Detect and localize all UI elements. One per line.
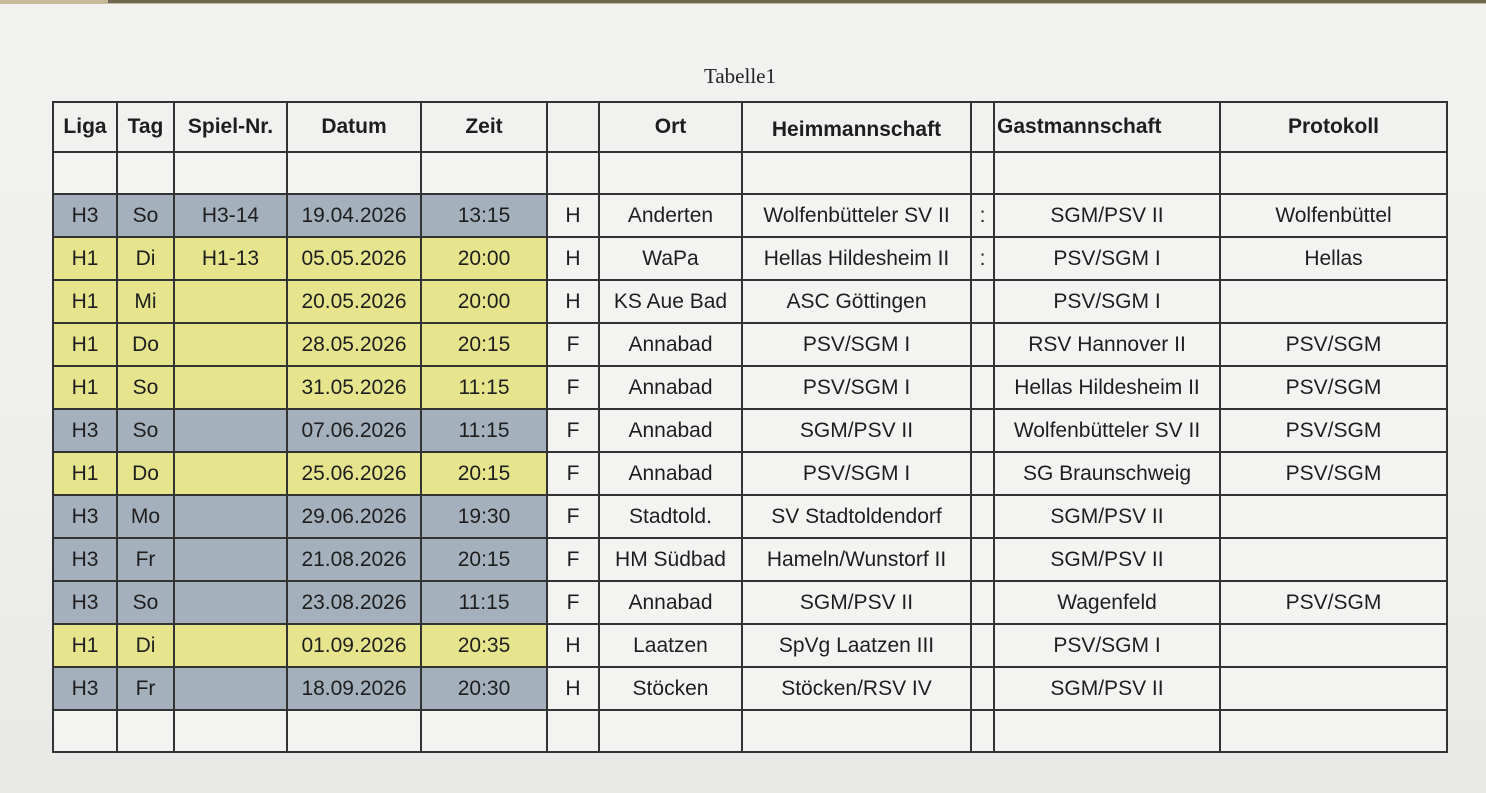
home-away-cell: F xyxy=(547,452,599,495)
heimmannschaft-cell: PSV/SGM I xyxy=(742,323,971,366)
col-header-protokoll: Protokoll xyxy=(1220,102,1447,152)
empty-cell xyxy=(287,710,421,752)
protokoll-cell: PSV/SGM xyxy=(1220,366,1447,409)
home-away-cell: H xyxy=(547,237,599,280)
heimmannschaft-cell: Hameln/Wunstorf II xyxy=(742,538,971,581)
tag-cell: Fr xyxy=(117,667,174,710)
heimmannschaft-cell: SGM/PSV II xyxy=(742,581,971,624)
separator-cell xyxy=(971,452,994,495)
tag-cell: So xyxy=(117,194,174,237)
header-row xyxy=(53,102,1447,152)
zeit-cell: 19:30 xyxy=(421,495,547,538)
table-row xyxy=(53,194,1447,237)
col-header-liga: Liga xyxy=(53,102,117,152)
datum-cell: 28.05.2026 xyxy=(287,323,421,366)
zeit-cell: 20:15 xyxy=(421,323,547,366)
tag-cell: Di xyxy=(117,624,174,667)
home-away-cell: H xyxy=(547,667,599,710)
separator-cell xyxy=(971,667,994,710)
table-row xyxy=(53,366,1447,409)
datum-cell: 05.05.2026 xyxy=(287,237,421,280)
tag-cell: So xyxy=(117,581,174,624)
empty-cell xyxy=(547,710,599,752)
spiel-nr-cell xyxy=(174,366,287,409)
zeit-cell: 20:30 xyxy=(421,667,547,710)
home-away-cell: H xyxy=(547,624,599,667)
spiel-nr-cell xyxy=(174,409,287,452)
schedule-table xyxy=(52,101,1448,753)
datum-cell: 29.06.2026 xyxy=(287,495,421,538)
datum-cell: 07.06.2026 xyxy=(287,409,421,452)
zeit-cell: 20:00 xyxy=(421,280,547,323)
empty-cell xyxy=(994,710,1220,752)
empty-row-bottom xyxy=(53,710,1447,752)
protokoll-cell xyxy=(1220,495,1447,538)
protokoll-cell: Wolfenbüttel xyxy=(1220,194,1447,237)
empty-cell xyxy=(742,710,971,752)
separator-cell xyxy=(971,323,994,366)
col-header-home-away xyxy=(547,102,599,152)
protokoll-cell: PSV/SGM xyxy=(1220,323,1447,366)
empty-cell xyxy=(547,152,599,194)
heimmannschaft-cell: PSV/SGM I xyxy=(742,366,971,409)
empty-cell xyxy=(599,152,742,194)
separator-cell: : xyxy=(971,237,994,280)
heimmannschaft-cell: SGM/PSV II xyxy=(742,409,971,452)
home-away-cell: H xyxy=(547,194,599,237)
empty-cell xyxy=(421,152,547,194)
empty-cell xyxy=(1220,152,1447,194)
table-row xyxy=(53,495,1447,538)
gastmannschaft-cell: SG Braunschweig xyxy=(994,452,1220,495)
datum-cell: 20.05.2026 xyxy=(287,280,421,323)
heimmannschaft-cell: SV Stadtoldendorf xyxy=(742,495,971,538)
zeit-cell: 11:15 xyxy=(421,409,547,452)
home-away-cell: F xyxy=(547,323,599,366)
separator-cell xyxy=(971,280,994,323)
gastmannschaft-cell: PSV/SGM I xyxy=(994,280,1220,323)
gastmannschaft-cell: SGM/PSV II xyxy=(994,495,1220,538)
spiel-nr-cell: H3-14 xyxy=(174,194,287,237)
zeit-cell: 20:15 xyxy=(421,452,547,495)
datum-cell: 21.08.2026 xyxy=(287,538,421,581)
datum-cell: 31.05.2026 xyxy=(287,366,421,409)
protokoll-cell xyxy=(1220,538,1447,581)
liga-cell: H1 xyxy=(53,323,117,366)
ort-cell: Stöcken xyxy=(599,667,742,710)
tag-cell: So xyxy=(117,409,174,452)
gastmannschaft-cell: Hellas Hildesheim II xyxy=(994,366,1220,409)
ort-cell: Laatzen xyxy=(599,624,742,667)
table-row xyxy=(53,624,1447,667)
separator-cell xyxy=(971,409,994,452)
zeit-cell: 20:35 xyxy=(421,624,547,667)
liga-cell: H1 xyxy=(53,366,117,409)
heimmannschaft-cell: PSV/SGM I xyxy=(742,452,971,495)
tag-cell: Do xyxy=(117,452,174,495)
gastmannschaft-cell: RSV Hannover II xyxy=(994,323,1220,366)
empty-cell xyxy=(1220,710,1447,752)
tag-cell: Di xyxy=(117,237,174,280)
table-row xyxy=(53,538,1447,581)
sheet-title: Tabelle1 xyxy=(704,64,776,88)
ort-cell: HM Südbad xyxy=(599,538,742,581)
protokoll-cell: Hellas xyxy=(1220,237,1447,280)
empty-cell xyxy=(971,710,994,752)
spiel-nr-cell xyxy=(174,280,287,323)
liga-cell: H1 xyxy=(53,452,117,495)
spiel-nr-cell: H1-13 xyxy=(174,237,287,280)
spiel-nr-cell xyxy=(174,452,287,495)
protokoll-cell xyxy=(1220,624,1447,667)
table-row xyxy=(53,452,1447,495)
heimmannschaft-cell: Wolfenbütteler SV II xyxy=(742,194,971,237)
spiel-nr-cell xyxy=(174,624,287,667)
zeit-cell: 13:15 xyxy=(421,194,547,237)
separator-cell: : xyxy=(971,194,994,237)
col-header-zeit: Zeit xyxy=(421,102,547,152)
ort-cell: Annabad xyxy=(599,581,742,624)
empty-cell xyxy=(117,710,174,752)
datum-cell: 01.09.2026 xyxy=(287,624,421,667)
zeit-cell: 11:15 xyxy=(421,581,547,624)
ort-cell: KS Aue Bad xyxy=(599,280,742,323)
liga-cell: H1 xyxy=(53,624,117,667)
heimmannschaft-cell: Hellas Hildesheim II xyxy=(742,237,971,280)
spiel-nr-cell xyxy=(174,667,287,710)
empty-cell xyxy=(994,152,1220,194)
empty-cell xyxy=(53,152,117,194)
separator-cell xyxy=(971,495,994,538)
protokoll-cell xyxy=(1220,667,1447,710)
datum-cell: 18.09.2026 xyxy=(287,667,421,710)
ort-cell: Anderten xyxy=(599,194,742,237)
zeit-cell: 20:00 xyxy=(421,237,547,280)
home-away-cell: F xyxy=(547,366,599,409)
tag-cell: Do xyxy=(117,323,174,366)
home-away-cell: F xyxy=(547,409,599,452)
liga-cell: H3 xyxy=(53,581,117,624)
liga-cell: H3 xyxy=(53,409,117,452)
datum-cell: 19.04.2026 xyxy=(287,194,421,237)
gastmannschaft-cell: SGM/PSV II xyxy=(994,667,1220,710)
col-header-separator xyxy=(971,102,994,152)
gastmannschaft-cell: Wolfenbütteler SV II xyxy=(994,409,1220,452)
table-row xyxy=(53,237,1447,280)
table-row xyxy=(53,323,1447,366)
spiel-nr-cell xyxy=(174,538,287,581)
col-header-ort: Ort xyxy=(599,102,742,152)
tag-cell: Mo xyxy=(117,495,174,538)
heimmannschaft-cell: Stöcken/RSV IV xyxy=(742,667,971,710)
gastmannschaft-cell: PSV/SGM I xyxy=(994,624,1220,667)
protokoll-cell: PSV/SGM xyxy=(1220,581,1447,624)
col-header-tag: Tag xyxy=(117,102,174,152)
table-row xyxy=(53,409,1447,452)
liga-cell: H3 xyxy=(53,194,117,237)
home-away-cell: F xyxy=(547,495,599,538)
gastmannschaft-cell: Wagenfeld xyxy=(994,581,1220,624)
gastmannschaft-cell: SGM/PSV II xyxy=(994,538,1220,581)
empty-cell xyxy=(599,710,742,752)
col-header-gastmannschaft: Gastmannschaft xyxy=(994,102,1220,152)
ort-cell: Annabad xyxy=(599,323,742,366)
home-away-cell: H xyxy=(547,280,599,323)
col-header-datum: Datum xyxy=(287,102,421,152)
liga-cell: H1 xyxy=(53,237,117,280)
datum-cell: 25.06.2026 xyxy=(287,452,421,495)
home-away-cell: F xyxy=(547,581,599,624)
empty-cell xyxy=(117,152,174,194)
gastmannschaft-cell: SGM/PSV II xyxy=(994,194,1220,237)
ort-cell: Annabad xyxy=(599,366,742,409)
spiel-nr-cell xyxy=(174,581,287,624)
empty-cell xyxy=(421,710,547,752)
datum-cell: 23.08.2026 xyxy=(287,581,421,624)
ort-cell: Annabad xyxy=(599,409,742,452)
empty-row-top xyxy=(53,152,1447,194)
top-edge-shadow xyxy=(108,0,1486,3)
tag-cell: So xyxy=(117,366,174,409)
empty-cell xyxy=(287,152,421,194)
heimmannschaft-cell: ASC Göttingen xyxy=(742,280,971,323)
ort-cell: Stadtold. xyxy=(599,495,742,538)
zeit-cell: 11:15 xyxy=(421,366,547,409)
ort-cell: WaPa xyxy=(599,237,742,280)
zeit-cell: 20:15 xyxy=(421,538,547,581)
tag-cell: Fr xyxy=(117,538,174,581)
table-row xyxy=(53,667,1447,710)
empty-cell xyxy=(971,152,994,194)
liga-cell: H3 xyxy=(53,495,117,538)
ort-cell: Annabad xyxy=(599,452,742,495)
tag-cell: Mi xyxy=(117,280,174,323)
col-header-heimmannschaft: Heimmannschaft xyxy=(742,102,971,152)
protokoll-cell: PSV/SGM xyxy=(1220,409,1447,452)
empty-cell xyxy=(742,152,971,194)
liga-cell: H1 xyxy=(53,280,117,323)
empty-cell xyxy=(174,710,287,752)
heimmannschaft-cell: SpVg Laatzen III xyxy=(742,624,971,667)
empty-cell xyxy=(53,710,117,752)
protokoll-cell: PSV/SGM xyxy=(1220,452,1447,495)
gastmannschaft-cell: PSV/SGM I xyxy=(994,237,1220,280)
liga-cell: H3 xyxy=(53,538,117,581)
table-row xyxy=(53,280,1447,323)
table-row xyxy=(53,581,1447,624)
protokoll-cell xyxy=(1220,280,1447,323)
separator-cell xyxy=(971,581,994,624)
liga-cell: H3 xyxy=(53,667,117,710)
home-away-cell: F xyxy=(547,538,599,581)
col-header-spiel-nr: Spiel-Nr. xyxy=(174,102,287,152)
separator-cell xyxy=(971,538,994,581)
separator-cell xyxy=(971,366,994,409)
spiel-nr-cell xyxy=(174,495,287,538)
separator-cell xyxy=(971,624,994,667)
empty-cell xyxy=(174,152,287,194)
spiel-nr-cell xyxy=(174,323,287,366)
